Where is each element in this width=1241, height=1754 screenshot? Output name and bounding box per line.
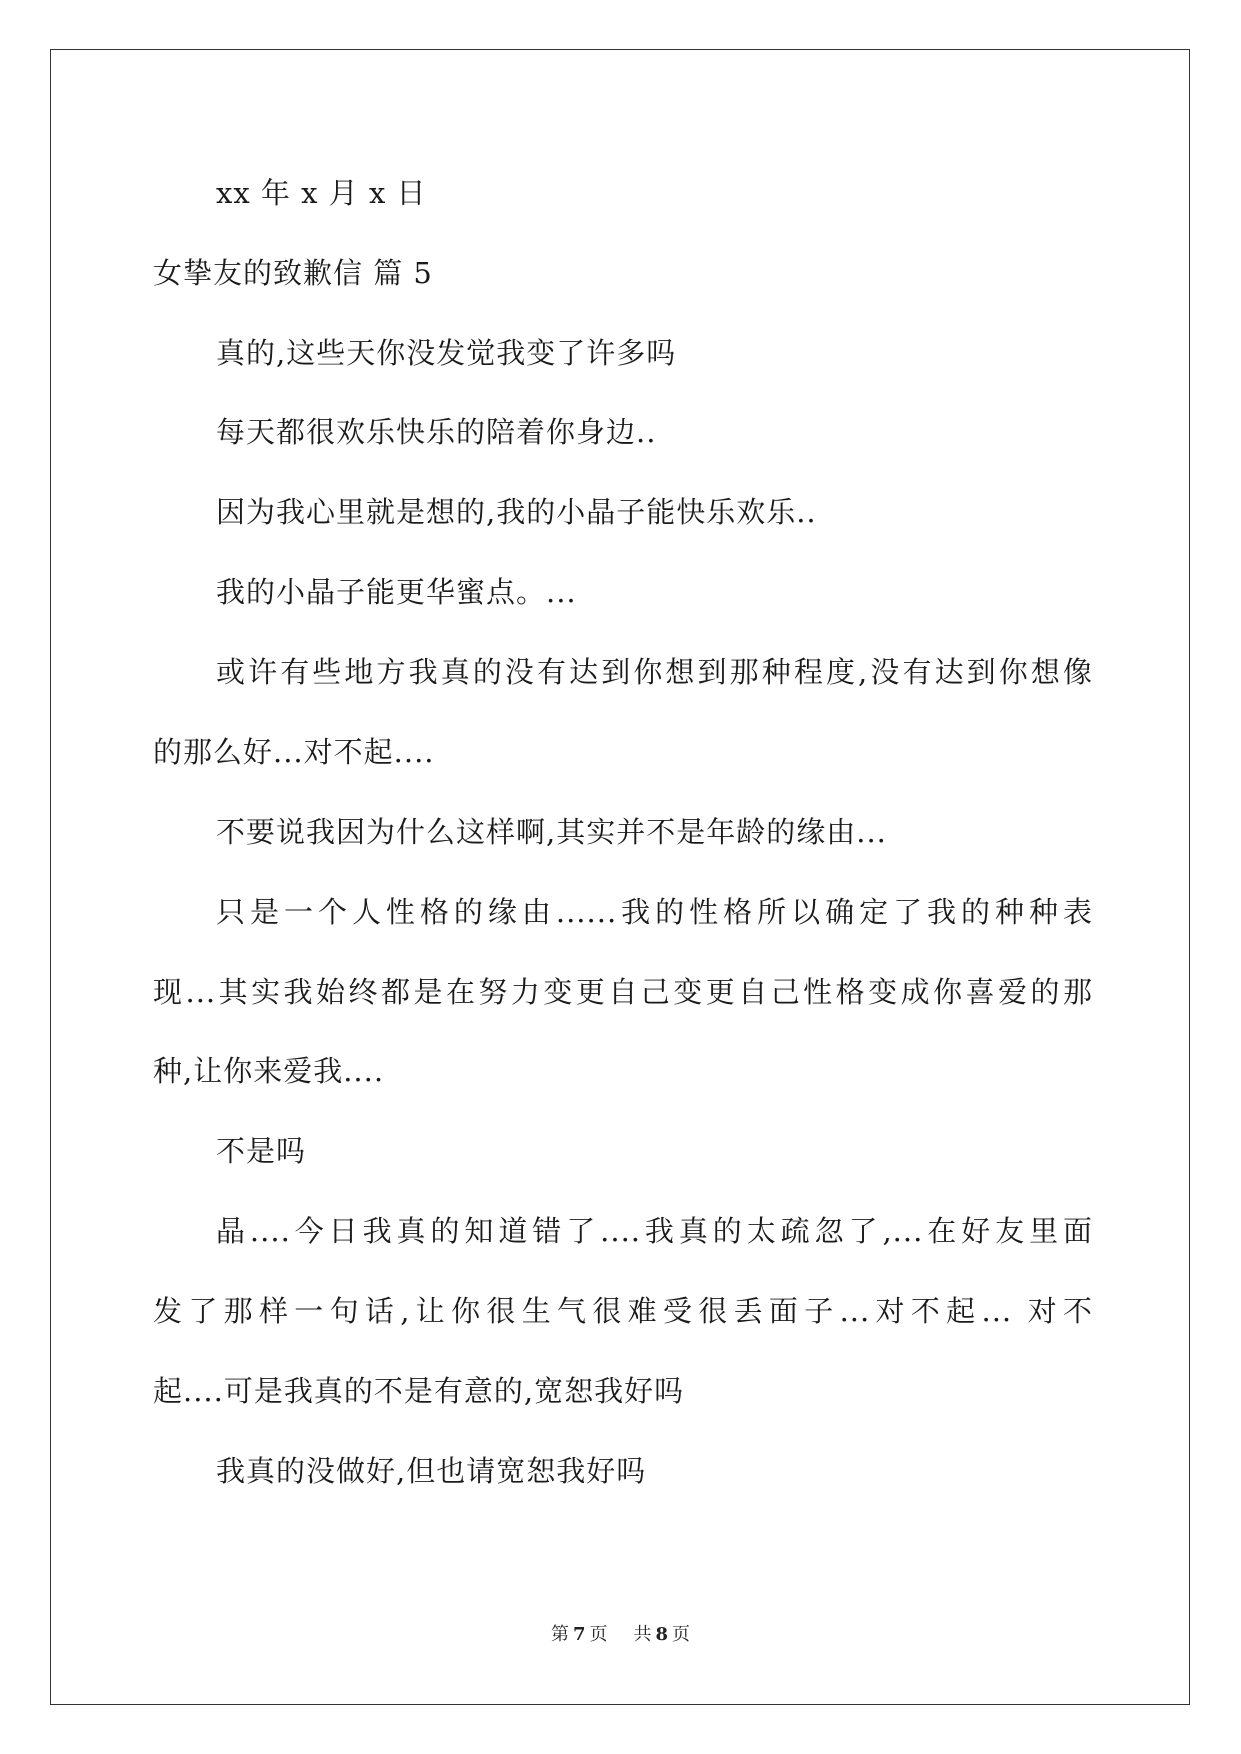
paragraph-line: 我真的没做好,但也请宽恕我好吗: [216, 1454, 647, 1488]
page-number-prefix: 第: [550, 1624, 569, 1645]
paragraph-line: 每天都很欢乐快乐的陪着你身边..: [216, 415, 657, 449]
paragraph-line: 因为我心里就是想的,我的小晶子能快乐欢乐..: [216, 495, 817, 529]
total-pages-unit: 页: [672, 1624, 691, 1645]
paragraph-line: 不要说我因为什么这样啊,其实并不是年龄的缘由...: [216, 815, 887, 849]
paragraph-line: 种,让你来爱我....: [153, 1054, 385, 1088]
paragraph-line: 现...其实我始终都是在努力变更自己变更自己性格变成你喜爱的那: [153, 975, 1093, 1009]
total-pages-number: 8: [655, 1624, 669, 1645]
paragraph-line: 不是吗: [216, 1134, 307, 1168]
paragraph-line: 起....可是我真的不是有意的,宽恕我好吗: [153, 1374, 685, 1408]
paragraph-line: 我的小晶子能更华蜜点。...: [216, 575, 577, 609]
paragraph-line: 的那么好...对不起....: [153, 735, 435, 769]
paragraph-line: 或许有些地方我真的没有达到你想到那种程度,没有达到你想像: [216, 655, 1093, 689]
paragraph-line: 只是一个人性格的缘由......我的性格所以确定了我的种种表: [216, 895, 1093, 929]
page-number-unit: 页: [589, 1624, 608, 1645]
total-pages-prefix: 共: [633, 1624, 652, 1645]
section-heading: 女挚友的致歉信 篇 5: [153, 256, 433, 290]
paragraph-line: 真的,这些天你没发觉我变了许多吗: [216, 336, 677, 370]
paragraph-line: 发了那样一句话,让你很生气很难受很丢面子...对不起... 对不: [153, 1294, 1093, 1328]
current-page-number: 7: [572, 1624, 586, 1645]
paragraph-line: 晶....今日我真的知道错了....我真的太疏忽了,...在好友里面: [216, 1214, 1093, 1248]
page-footer: [0, 1624, 1241, 1646]
date-line: xx 年 x 月 x 日: [216, 176, 427, 210]
